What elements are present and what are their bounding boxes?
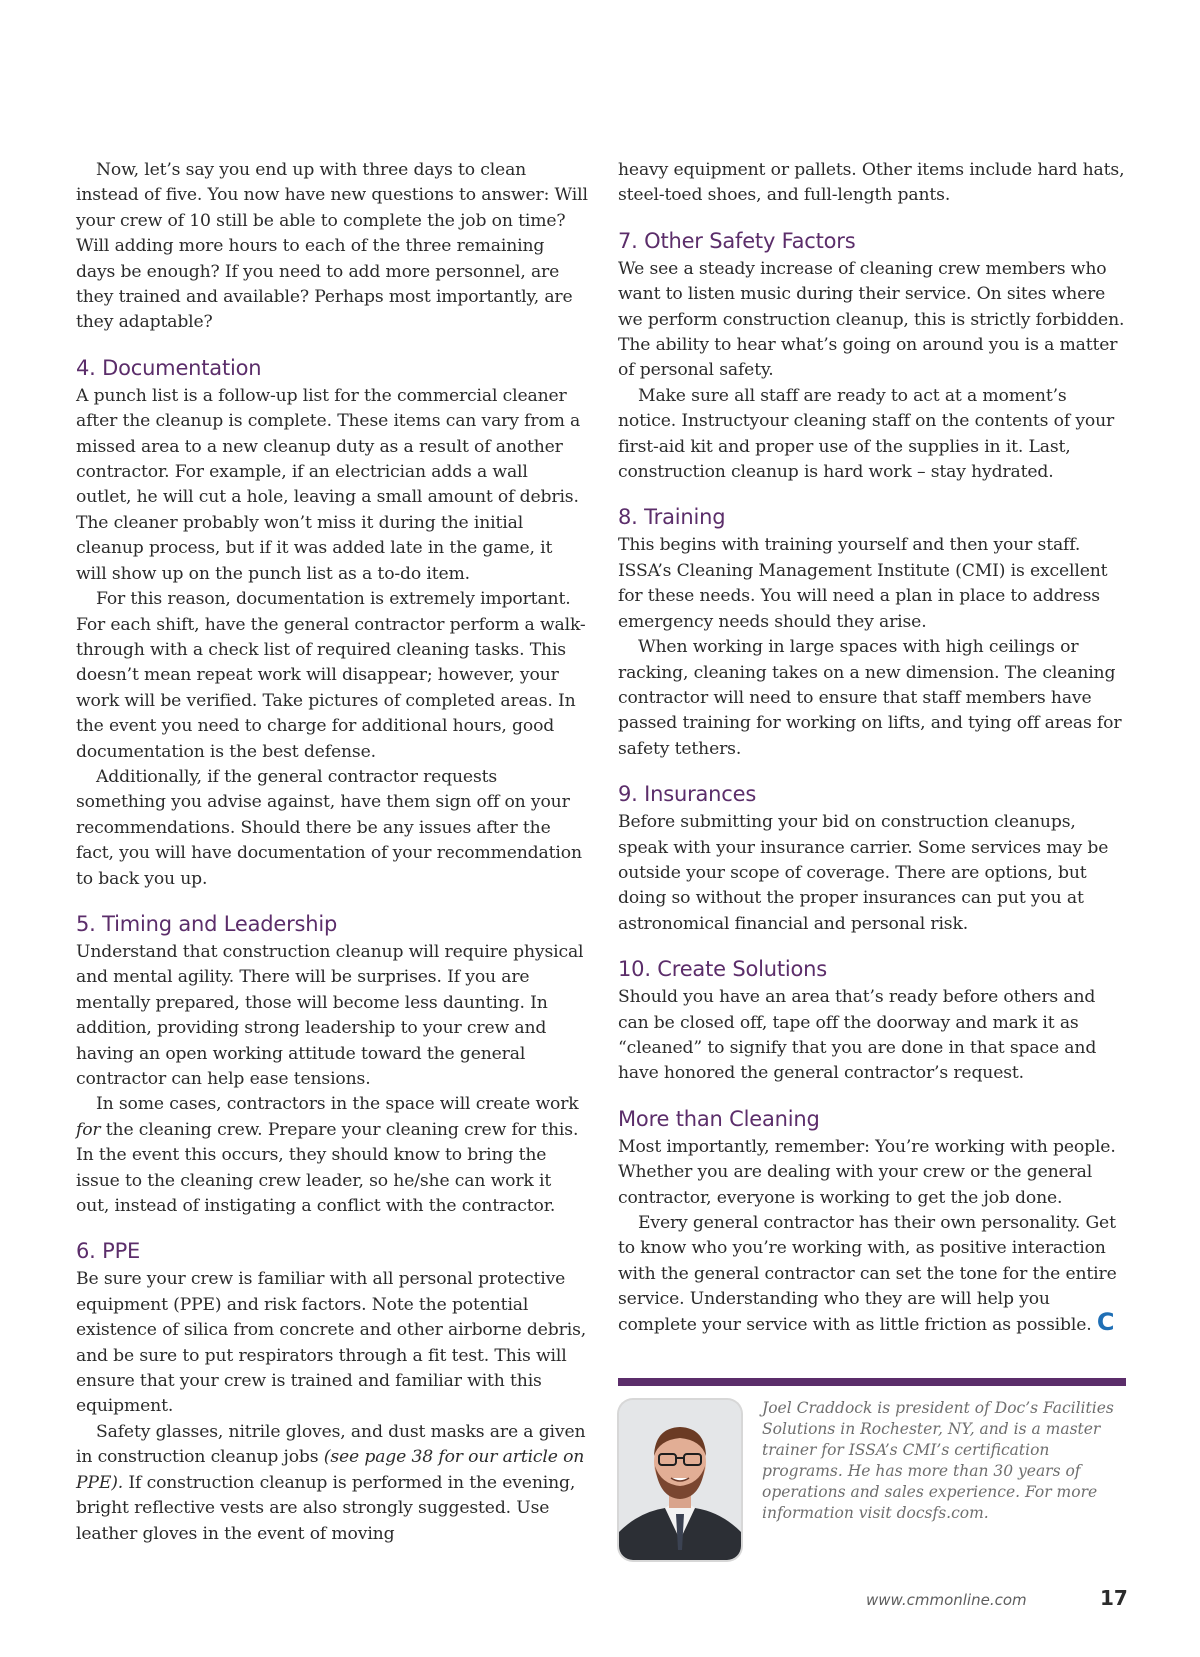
heading-other-safety-factors: 7. Other Safety Factors: [618, 228, 856, 253]
timing-p2-emphasis: for: [76, 1119, 101, 1140]
author-photo: [619, 1400, 741, 1560]
heading-training: 8. Training: [618, 505, 726, 530]
heading-timing-leadership: 5. Timing and Leadership: [76, 911, 338, 936]
heading-insurances: 9. Insurances: [618, 782, 757, 807]
heading-documentation: 4. Documentation: [76, 355, 262, 380]
solutions-paragraph-1: Should you have an area that’s ready before others and can be closed off, tape off the doorway and mark it as “cleaned” to signify that you are done in that space and have honored the general contractor’s request.: [618, 987, 1097, 1084]
heading-more-than-cleaning: More than Cleaning: [618, 1106, 820, 1131]
heading-create-solutions: 10. Create Solutions: [618, 957, 828, 982]
training-paragraph-2: When working in large spaces with high ceilings or racking, cleaning takes on a new dimension. The cleaning contractor will need to ensure that staff members have passed training for working on lifts, and tying off areas for safety tethers.: [618, 637, 1122, 759]
more-paragraph-1: Most importantly, remember: You’re working with people. Whether you are dealing with your crew or the general contractor, everyone is working to get the job done.: [618, 1136, 1116, 1208]
documentation-paragraph-1: A punch list is a follow-up list for the commercial cleaner after the cleanup is complete. These items can vary from a missed area to a new cleanup duty as a result of another contractor. For example, if an electrician adds a wall outlet, he will cut a hole, leaving a small amount of debris. The cleaner probably won’t miss it during the initial cleanup process, but if it was added late in the game, it will show up on the punch list as a to-do item.: [76, 385, 581, 584]
timing-p2-end: the cleaning crew. Prepare your cleaning crew for this. In the event this occurs, they should know to bring the issue to the cleaning crew leader, so he/she can work it out, instead of instigating a conflict with the contractor.: [76, 1119, 579, 1217]
other-safety-paragraph-1: We see a steady increase of cleaning crew members who want to listen music during their service. On sites where we perform construction cleanup, this is strictly forbidden. The ability to hear what’s going on around you is a matter of personal safety.: [618, 258, 1125, 381]
ppe-p2-end: If construction cleanup is performed in the evening, bright reflective vests are also strongly suggested. Use leather gloves in the event of moving: [76, 1472, 576, 1544]
more-p2-text: Every general contractor has their own personality. Get to know who you’re working with, as positive interaction with the general contractor can set the tone for the entire service. Understanding who they are will help you complete your service with as little friction as possible.: [618, 1213, 1117, 1335]
other-safety-paragraph-2: Make sure all staff are ready to act at a moment’s notice. Instructyour cleaning staff on the contents of your first-aid kit and proper use of the supplies in it. Last, construction cleanup is hard work – stay hydrated.: [618, 385, 1115, 483]
insurances-paragraph-1: Before submitting your bid on construction cleanups, speak with your insurance carrier. Some services may be outside your scope of coverage. There are options, but doing so without the proper insurances can put you at astronomical financial and personal risk.: [618, 812, 1109, 934]
end-mark-icon: C: [1096, 1307, 1115, 1336]
intro-paragraph: Now, let’s say you end up with three days to clean instead of five. You now have new questions to answer: Will your crew of 10 still be able to complete the job on time? Will adding more hours to each of the three remaining days be enough? If you need to add more personnel, are they trained and available? Perhaps most importantly, are they adaptable?: [76, 160, 588, 333]
ppe-p2-start: Safety glasses, nitrile gloves, and dust masks are a given in construction cleanup jobs: [76, 1421, 586, 1468]
training-paragraph-1: This begins with training yourself and then your staff. ISSA’s Cleaning Management Institute (CMI) is excellent for these needs. You will need a plan in place to address emergency needs should they arise.: [618, 535, 1108, 632]
footer-url[interactable]: www.cmmonline.com: [866, 1591, 1027, 1609]
continuation-paragraph: heavy equipment or pallets. Other items include hard hats, steel-toed shoes, and full-length pants.: [618, 160, 1125, 206]
bio-divider-rule: [618, 1378, 1126, 1386]
heading-ppe: 6. PPE: [76, 1239, 141, 1264]
more-paragraph-2: [618, 1211, 1128, 1338]
ppe-paragraph-2: [76, 1420, 588, 1547]
timing-p2-start: In some cases, contractors in the space will create work: [96, 1094, 579, 1115]
left-column: [76, 158, 588, 1547]
author-bio: Joel Craddock is president of Doc’s Facilities Solutions in Rochester, NY, and is a master trainer for ISSA’s CMI’s certification programs. He has more than 30 years of operations and sales experience. For more information visit docsfs.com.: [762, 1399, 1114, 1522]
ppe-p2-emphasis: (see page 38 for our article on PPE).: [76, 1447, 585, 1493]
right-column: [618, 158, 1128, 1338]
ppe-paragraph-1: Be sure your crew is familiar with all personal protective equipment (PPE) and risk factors. Note the potential existence of silica from concrete and other airborne debris, and be sure to put respirators through a fit test. This will ensure that your crew is trained and familiar with this equipment.: [76, 1269, 587, 1417]
documentation-paragraph-3: Additionally, if the general contractor requests something you advise against, have them sign off on your recommendations. Should there be any issues after the fact, you will have documentation of your recommendation to back you up.: [76, 766, 582, 889]
author-portrait-icon: [619, 1400, 741, 1560]
timing-paragraph-1: Understand that construction cleanup will require physical and mental agility. There will be surprises. If you are mentally prepared, those will become less daunting. In addition, providing strong leadership to your crew and having an open working attitude toward the general contractor can help ease tensions.: [76, 941, 584, 1089]
documentation-paragraph-2: For this reason, documentation is extremely important. For each shift, have the general contractor perform a walk-through with a check list of required cleaning tasks. This doesn’t mean repeat work will disappear; however, your work will be verified. Take pictures of completed areas. In the event you need to charge for additional hours, good documentation is the best defense.: [76, 589, 586, 762]
page-number: 17: [1100, 1586, 1128, 1610]
timing-paragraph-2: [76, 1092, 588, 1219]
